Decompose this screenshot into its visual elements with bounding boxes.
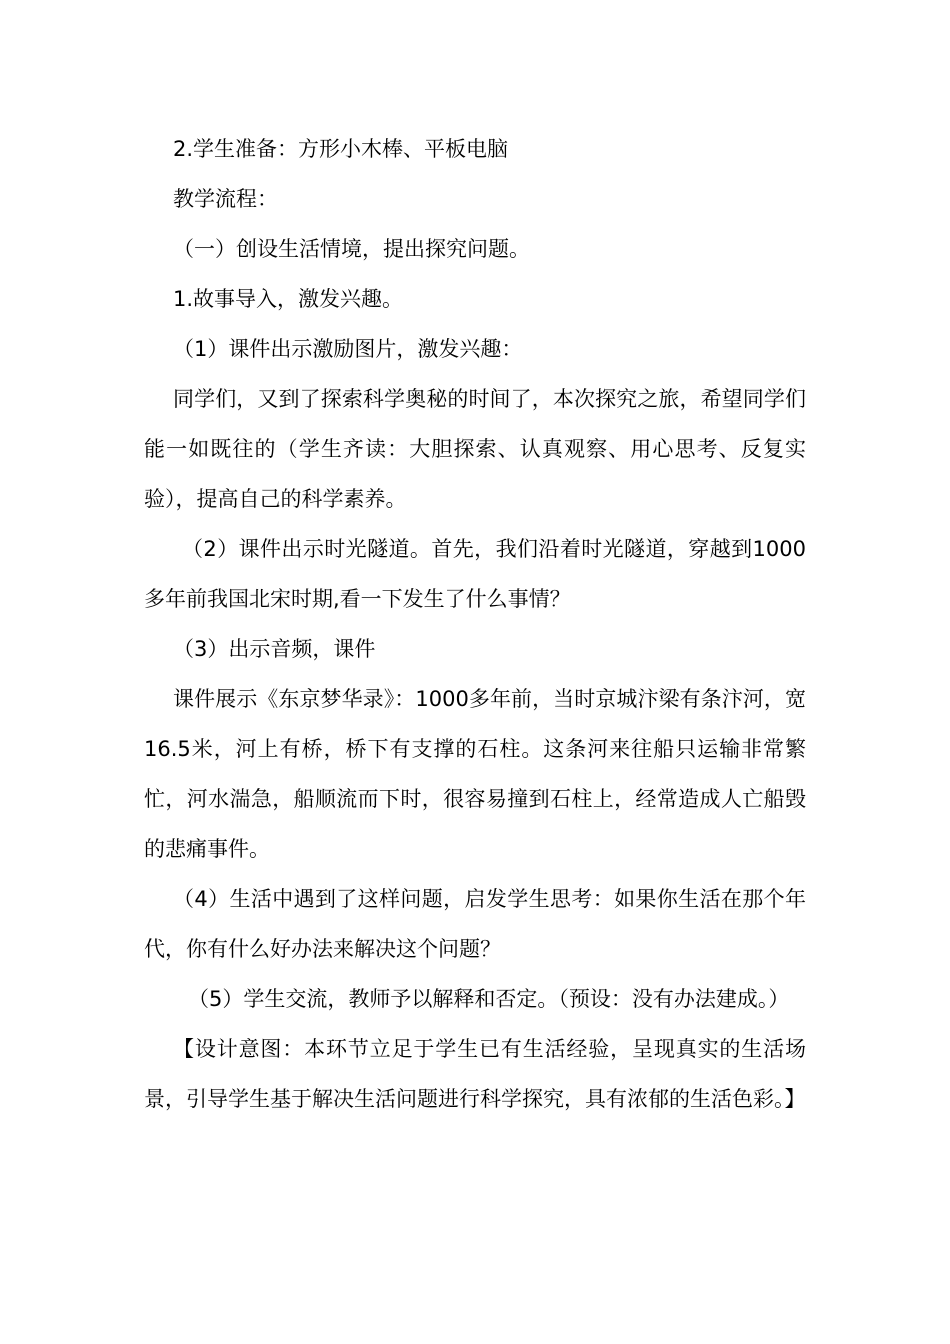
- step-5-paragraph: （5）学生交流，教师予以解释和否定。（预设：没有办法建成。）: [188, 987, 790, 1011]
- student-preparation-line: 2.学生准备：方形小木棒、平板电脑: [173, 137, 509, 161]
- step-1-line: （1）课件出示激励图片，激发兴趣：: [173, 337, 523, 361]
- step-2-paragraph: （2）课件出示时光隧道。首先，我们沿着时光隧道，穿越到1000多年前我国北宋时期,看一下发生了什么事情？: [144, 537, 806, 611]
- story-intro-heading: 1.故事导入，激发兴趣。: [173, 287, 404, 311]
- story-paragraph: 课件展示《东京梦华录》：1000多年前，当时京城汴梁有条汴河，宽16.5米，河上有桥，桥下有支撑的石柱。这条河来往船只运输非常繁忙，河水湍急，船顺流而下时，很容易撞到石柱上，经常造成人亡船毁的悲痛事件。: [144, 687, 806, 861]
- motivation-paragraph: 同学们，又到了探索科学奥秘的时间了，本次探究之旅，希望同学们能一如既往的（学生齐读：大胆探索、认真观察、用心思考、反复实验），提高自己的科学素养。: [144, 387, 806, 511]
- section-one-heading: （一）创设生活情境，提出探究问题。: [173, 237, 530, 261]
- step-4-paragraph: （4）生活中遇到了这样问题，启发学生思考：如果你生活在那个年代，你有什么好办法来解决这个问题？: [144, 887, 806, 961]
- document-body: [144, 124, 806, 1124]
- step-3-line: （3）出示音频，课件: [173, 637, 376, 661]
- design-intent-paragraph: 【设计意图：本环节立足于学生已有生活经验，呈现真实的生活场景，引导学生基于解决生活问题进行科学探究，具有浓郁的生活色彩。】: [144, 1037, 806, 1111]
- teaching-process-heading: 教学流程：: [173, 187, 278, 211]
